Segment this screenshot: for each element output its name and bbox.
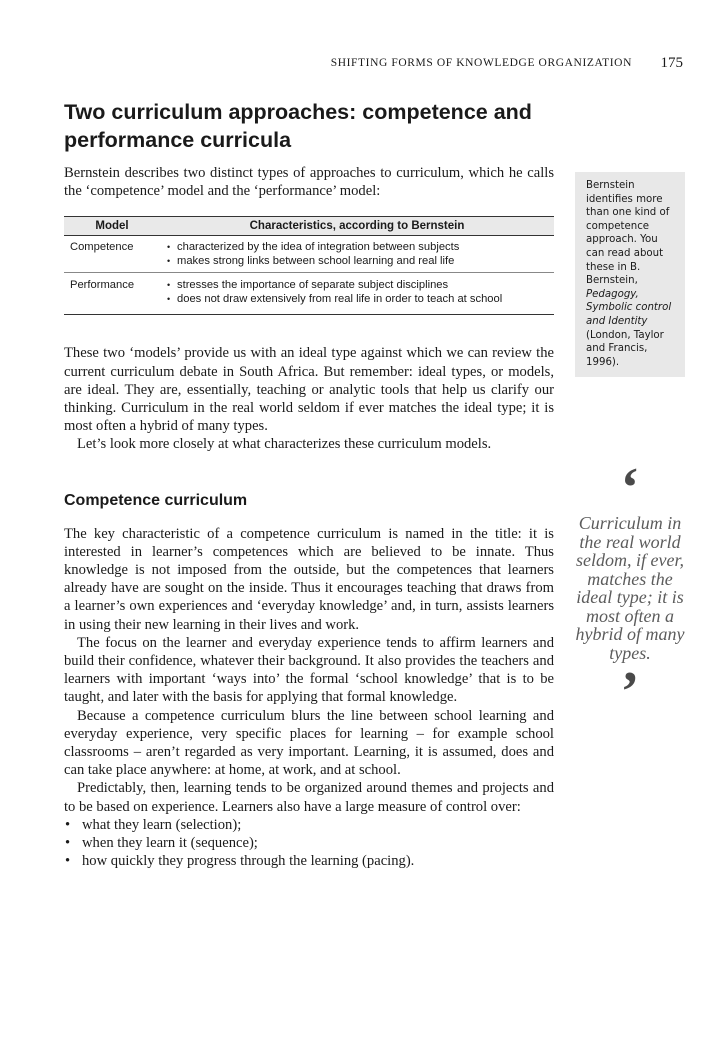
margin-note-text: Bernstein identifies more than one kind of competence approach. You can read about these in B. Bernstein, (586, 180, 670, 287)
page-title (64, 98, 554, 154)
model-name: Competence (64, 236, 160, 273)
table-header-characteristics: Characteristics, according to Bernstein (160, 217, 554, 236)
running-head (0, 57, 728, 75)
margin-note-book-title: Pedagogy, Symbolic control and Identity (586, 288, 672, 327)
models-table (64, 216, 554, 315)
body-paragraph: Predictably, then, learning tends to be organized around themes and projects and to be based on experience. Learners also have a large measure of control over: (64, 780, 554, 815)
table-header-model: Model (64, 217, 160, 236)
model-name: Performance (64, 273, 160, 315)
characteristics-cell (160, 236, 554, 273)
list-item: • how quickly they progress through the learning (pacing). (64, 852, 554, 870)
pull-quote (572, 457, 688, 723)
page-title-line-1: Two curriculum approaches: competence and (64, 100, 532, 124)
body-paragraph: These two ‘models’ provide us with an ideal type against which we can review the current curriculum debate in South Africa. But remember: ideal types, or models, are ideal. They are, essentially, teaching or analytic tools that help us clarify our thinking. Curriculum in the real world seldom if ever matches the ideal type; it is most often a hybrid of many types. (64, 345, 554, 435)
table-row (64, 236, 554, 273)
close-quote-icon: ’ (620, 661, 640, 723)
list-item: • when they learn it (sequence); (64, 834, 554, 852)
open-quote-icon: ‘ (620, 457, 640, 519)
page-title-line-2: performance curricula (64, 128, 292, 152)
list-item: • what they learn (selection); (64, 816, 554, 834)
models-discussion (64, 344, 554, 453)
body-paragraph: Let’s look more closely at what characterizes these curriculum models. (77, 436, 492, 453)
section-body (64, 525, 554, 871)
characteristic-item: • makes strong links between school learning and real life (166, 254, 550, 268)
body-paragraph: Because a competence curriculum blurs the line between school learning and everyday experience, very specific places for learning – for example school classrooms – aren’t regarded as very important. Learning, it is assumed, does and can take place anywhere: at home, at work, and at school. (64, 707, 554, 779)
body-paragraph: The key characteristic of a competence curriculum is named in the title: it is interested in learner’s competences which are believed to be innate. Thus knowledge is not imposed from the outside, but the competences that learners already have are sought on the inside. Thus it encourages teaching that draws from a learner’s own experiences and ‘everyday knowledge’ and, in turn, assists learners in using their new learning in their lives and work. (64, 525, 554, 633)
main-column (64, 98, 554, 870)
section-heading: Competence curriculum (64, 491, 248, 509)
pull-quote-text: Curriculum in the real world seldom, if ever, matches the ideal type; it is most often a hybrid of many types. (575, 513, 685, 663)
intro-paragraph: Bernstein describes two distinct types of approaches to curriculum, which he calls the ‘competence’ model and the ‘performance’ model: (64, 165, 554, 200)
page-number: 175 (660, 55, 683, 71)
characteristic-item: • characterized by the idea of integration between subjects (166, 240, 550, 254)
characteristic-item: • stresses the importance of separate subject disciplines (166, 278, 550, 292)
characteristics-cell (160, 273, 554, 315)
table-row (64, 273, 554, 315)
control-list (64, 816, 554, 871)
table-header-row (64, 217, 554, 236)
body-paragraph: The focus on the learner and everyday experience tends to affirm learners and build their confidence, whatever their background. It also provides the teachers and learners with important ‘ways into’ the formal ‘school knowledge’ that is to be taught, and later with the basis for applying that formal knowledge. (64, 634, 554, 706)
margin-note-publisher: (London, Taylor and Francis, 1996). (586, 329, 664, 368)
running-head-title: SHIFTING FORMS OF KNOWLEDGE ORGANIZATION (330, 57, 632, 69)
characteristic-item: • does not draw extensively from real life in order to teach at school (166, 292, 550, 306)
margin-note (575, 172, 685, 377)
